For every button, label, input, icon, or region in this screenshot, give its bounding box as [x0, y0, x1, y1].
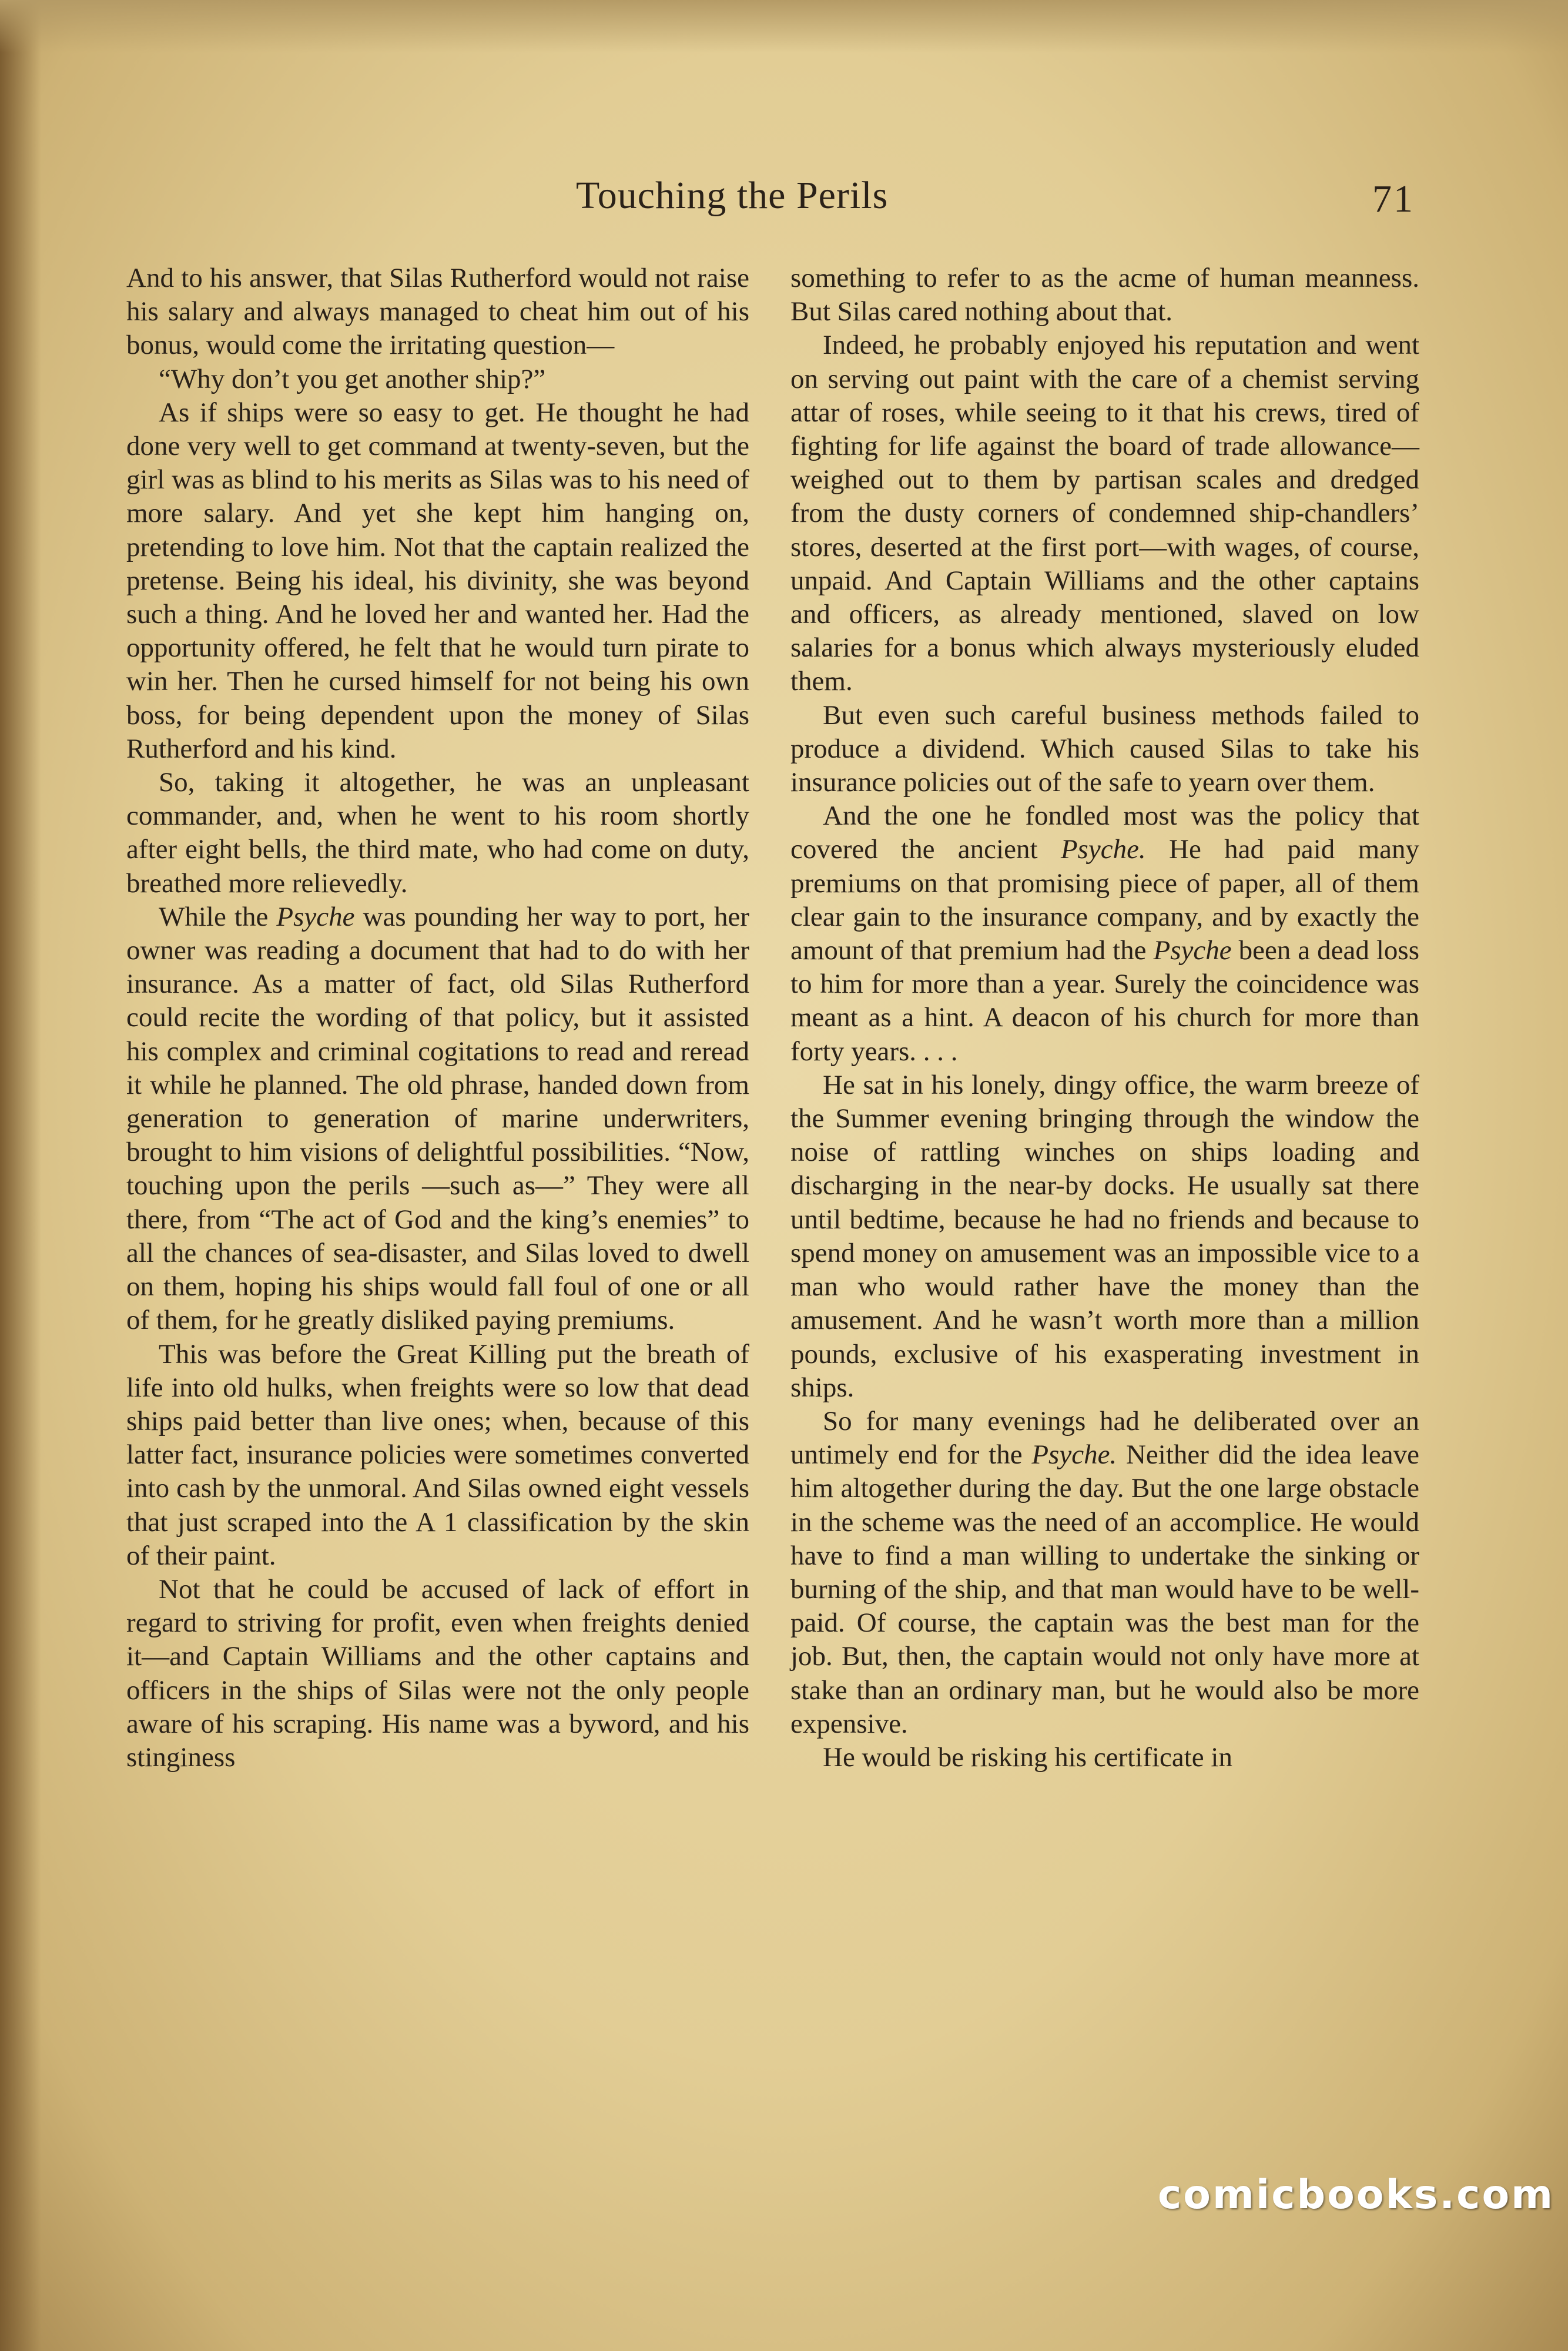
paragraph: As if ships were so easy to get. He thought he had done very well to get command at twenty-seven, but the girl was as blind to his merits as Silas was to his need of more salary. And yet she kept him hanging on, pretending to love him. Not that the captain realized the pretense. Being his ideal, his divinity, she was beyond such a thing. And he loved her and wanted her. Had the opportunity offered, he felt that he would turn pirate to win her. Then he cursed himself for not being his own boss, for being dependent upon the money of Silas Rutherford and his kind. [126, 397, 749, 764]
paragraph: While the Psyche was pounding her way to port, her owner was reading a document that had to do with her insurance. As a matter of fact, old Silas Rutherford could recite the wording of that policy, but it assisted his complex and criminal cogitations to read and reread it while he planned. The old phrase, handed down from generation to generation of marine underwriters, brought to him visions of delightful possibilities. “Now, touching upon the perils —such as—” They were all there, from “The act of God and the king’s enemies” to all the chances of sea-disaster, and Silas loved to dwell on them, hoping his ships would fall foul of one or all of them, for he greatly disliked paying premiums. [126, 901, 749, 1336]
running-head [0, 173, 1568, 226]
paragraph: This was before the Great Killing put the breath of life into old hulks, when freights were so low that dead ships paid better than live ones; when, because of this latter fact, insurance policies were sometimes converted into cash by the unmoral. And Silas owned eight vessels that just scraped into the A 1 classification by the skin of their paint. [126, 1338, 749, 1571]
page-binding-shadow [0, 0, 41, 2351]
paragraph: So for many evenings had he deliberated over an untimely end for the Psyche. Neither did the idea leave him altogether during the day. But the one large obstacle in the scheme was the need of an accomplice. He would have to find a man willing to undertake the sinking or burning of the ship, and that man would have to be well-paid. Of course, the captain was the best man for the job. But, then, the captain would not only have more at stake than an ordinary man, but he would also be more expensive. [790, 1405, 1419, 1739]
paragraph: And the one he fondled most was the policy that covered the ancient Psyche. He had paid many premiums on that promising piece of paper, all of them clear gain to the insurance company, and by exactly the amount of that premium had the Psyche been a dead loss to him for more than a year. Surely the coincidence was meant as a hint. A deacon of his church for more than forty years. . . . [790, 801, 1419, 1067]
paragraph: “Why don’t you get another ship?” [159, 363, 546, 394]
paragraph: He would be risking his certificate in [823, 1742, 1232, 1773]
page-number: 71 [1372, 178, 1415, 220]
paragraph: So, taking it altogether, he was an unpleasant commander, and, when he went to his room shortly after eight bells, the third mate, who had come on duty, breathed more relievedly. [126, 767, 749, 899]
right-column [790, 262, 1419, 1774]
paragraph: Indeed, he probably enjoyed his reputation and went on serving out paint with the care of a chemist serving attar of roses, while seeing to it that his crews, tired of fighting for life against the board of trade allowance—weighed out to them by partisan scales and dredged from the dusty corners of condemned ship-chandlers’ stores, deserted at the first port—with wages, of course, unpaid. And Captain Williams and the other captains and officers, as already mentioned, slaved on low salaries for a bonus which always mysteriously eluded them. [790, 330, 1419, 697]
left-column [126, 262, 749, 1774]
paragraph: Not that he could be accused of lack of effort in regard to striving for profit, even when freights denied it—and Captain Williams and the other captains and officers in the ships of Silas were not the only people aware of his scraping. His name was a byword, and his stinginess [126, 1573, 749, 1773]
paragraph: And to his answer, that Silas Rutherford would not raise his salary and always managed to cheat him out of his bonus, would come the irritating question— [126, 263, 749, 361]
paragraph: But even such careful business methods failed to produce a dividend. Which caused Silas to take his insurance policies out of the safe to yearn over them. [790, 699, 1419, 798]
watermark-text: comicbooks.com [1158, 2172, 1555, 2218]
running-title: Touching the Perils [576, 174, 889, 217]
paragraph: He sat in his lonely, dingy office, the warm breeze of the Summer evening bringing through the window the noise of rattling winches on ships loading and discharging in the near-by docks. He usually sat there until bedtime, because he had no friends and because to spend money on amusement was an impossible vice to a man who would rather have the money than the amusement. And he wasn’t worth more than a million pounds, exclusive of his exasperating investment in ships. [790, 1069, 1419, 1403]
paragraph: something to refer to as the acme of human meanness. But Silas cared nothing about that. [790, 263, 1419, 327]
page-top-shadow [0, 0, 1568, 53]
